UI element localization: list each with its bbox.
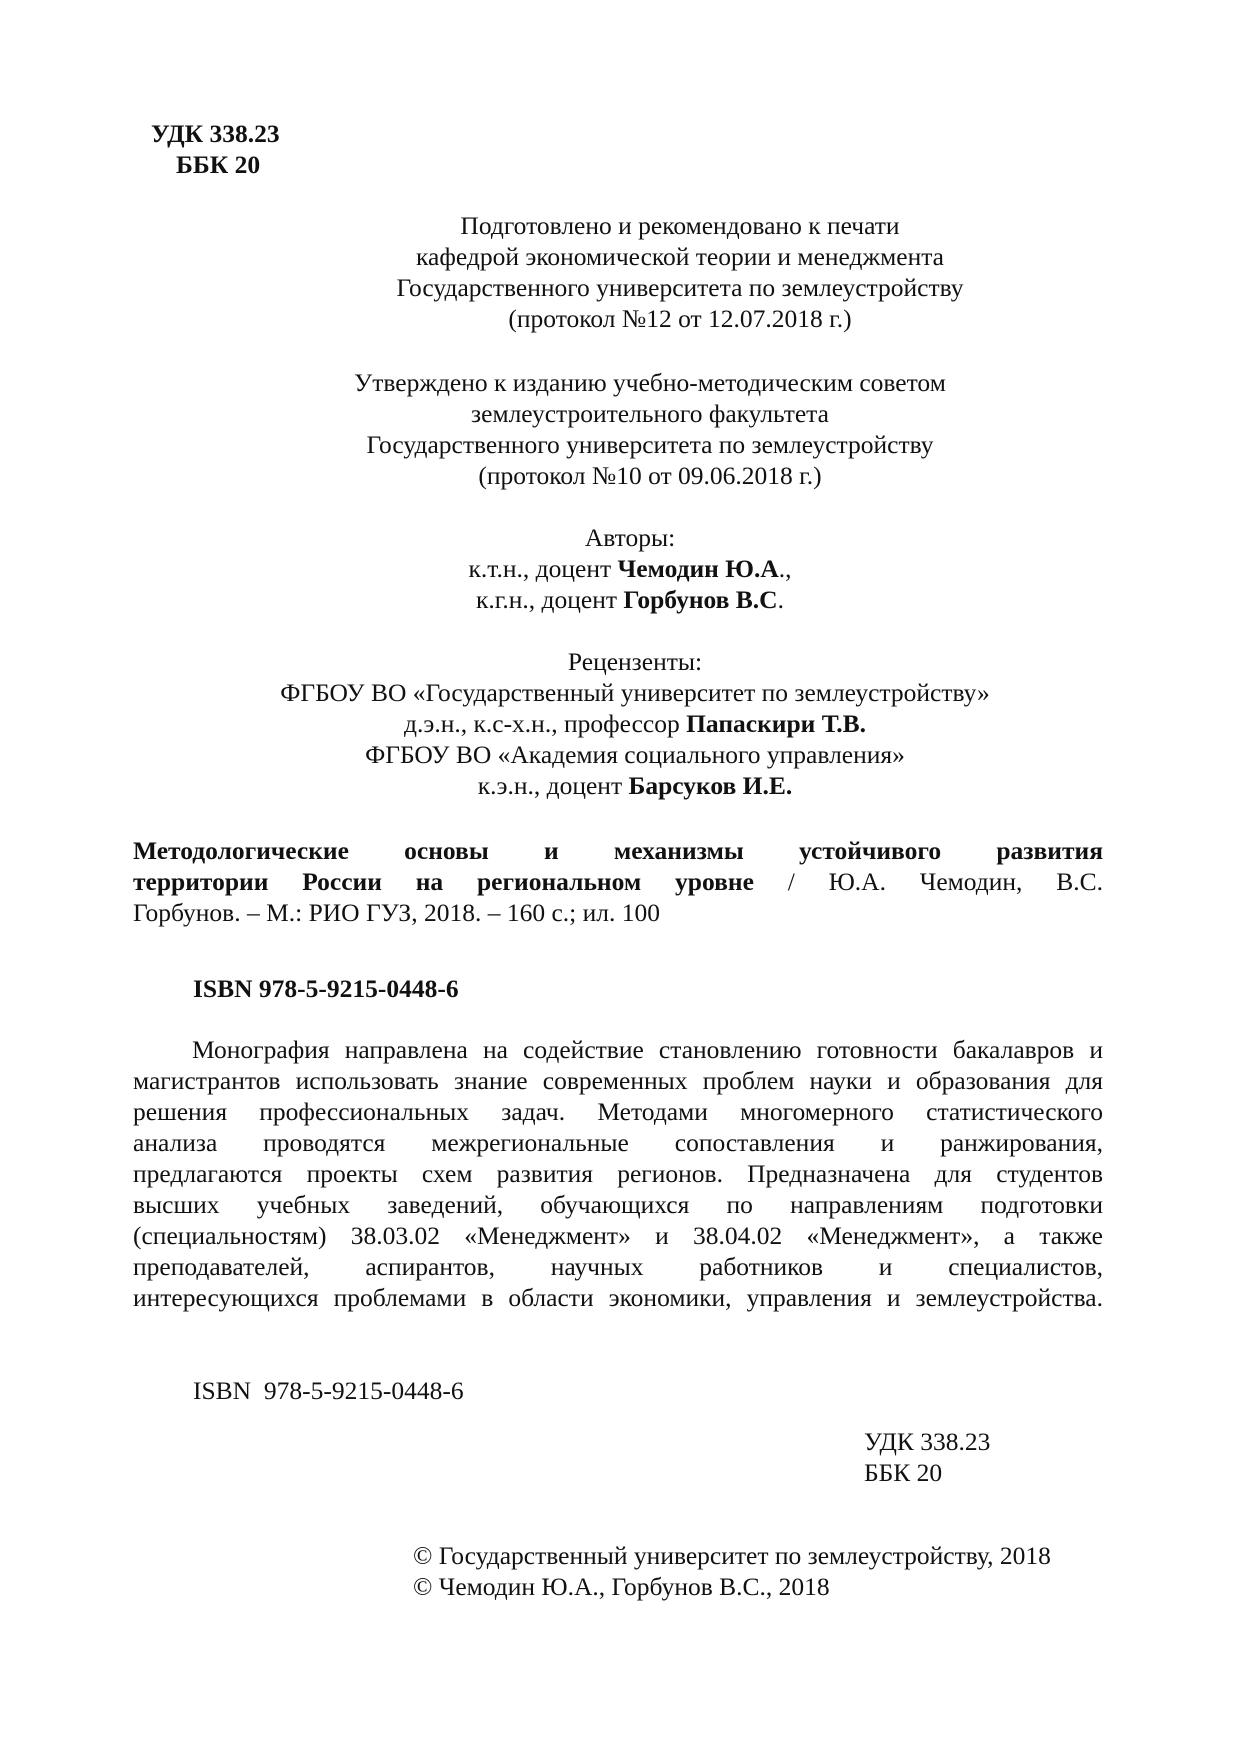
author-name: Чемодин Ю.А (617, 554, 779, 583)
abstract-line: Монография направлена на содействие становлению готовности бакалавров и (192, 1035, 1103, 1064)
reviewer-org: ФГБОУ ВО «Государственный университет по землеустройству» (280, 678, 990, 707)
copyright-line: © Чемодин Ю.А., Горбунов В.С., 2018 (413, 1572, 830, 1601)
prepared-line: (протокол №12 от 12.07.2018 г.) (508, 304, 852, 333)
abstract-line: анализа проводятся межрегиональные сопоставления и ранжирования, (133, 1128, 1103, 1157)
approved-block (170, 367, 1130, 491)
reviewer-entry: к.э.н., доцент Барсуков И.Е. (477, 771, 793, 800)
citation-line: Горбунов. – М.: РИО ГУЗ, 2018. – 160 с.; ил. 100 (133, 898, 660, 927)
abstract-line: преподавателей, аспирантов, научных работников и специалистов, (133, 1252, 1103, 1281)
author-entry: к.г.н., доцент Горбунов В.С. (476, 585, 784, 614)
citation-title: Методологические основы и механизмы устойчивого развития (133, 836, 1103, 865)
isbn-bold: ISBN 978-5-9215-0448-6 (193, 974, 459, 1003)
citation-block (133, 835, 1103, 928)
author-name: Горбунов В.С (623, 585, 778, 614)
author-entry: к.т.н., доцент Чемодин Ю.А., (468, 554, 792, 583)
reviewers-heading: Рецензенты: (567, 647, 703, 676)
prepared-line: кафедрой экономической теории и менеджмента (416, 242, 944, 271)
footer-bbk-code: ББК 20 (864, 1458, 943, 1487)
reviewer-org: ФГБОУ ВО «Академия социального управления» (365, 740, 905, 769)
citation-line: территории России на региональном уровне / Ю.А. Чемодин, В.С. (133, 867, 1103, 896)
citation-title: территории России на региональном уровне (133, 867, 754, 896)
udk-code: УДК 338.23 (151, 119, 280, 148)
abstract-line: магистрантов использовать знание современных проблем науки и образования для (133, 1066, 1103, 1095)
isbn-plain: ISBN 978-5-9215-0448-6 (193, 1376, 464, 1405)
bbk-code: ББК 20 (176, 150, 261, 179)
reviewer-entry: д.э.н., к.с-х.н., профессор Папаскири Т.В. (404, 709, 866, 738)
authors-block (150, 522, 1110, 615)
authors-heading: Авторы: (584, 523, 676, 552)
abstract-line: высших учебных заведений, обучающихся по направлениям подготовки (133, 1190, 1103, 1219)
reviewers-block (155, 646, 1115, 801)
approved-line: (протокол №10 от 09.06.2018 г.) (478, 461, 822, 490)
abstract-line: решения профессиональных задач. Методами многомерного статистического (133, 1097, 1103, 1126)
reviewer-name: Папаскири Т.В. (686, 709, 866, 738)
prepared-line: Подготовлено и рекомендовано к печати (460, 211, 900, 240)
footer-udk-code: УДК 338.23 (864, 1427, 991, 1456)
approved-line: Утверждено к изданию учебно-методическим советом (354, 368, 946, 397)
prepared-line: Государственного университета по землеустройству (396, 273, 964, 302)
abstract-line: интересующихся проблемами в области экономики, управления и землеустройства. (133, 1283, 1103, 1312)
reviewer-name: Барсуков И.Е. (628, 771, 793, 800)
abstract-line: (специальностям) 38.03.02 «Менеджмент» и 38.04.02 «Менеджмент», а также (133, 1221, 1103, 1250)
prepared-block (200, 210, 1160, 334)
approved-line: Государственного университета по землеустройству (366, 430, 934, 459)
copyright-line: © Государственный университет по землеустройству, 2018 (413, 1541, 1051, 1570)
abstract-block (133, 1034, 1103, 1313)
abstract-line: предлагаются проекты схем развития регионов. Предназначена для студентов (133, 1159, 1103, 1188)
approved-line: землеустроительного факультета (471, 399, 829, 428)
